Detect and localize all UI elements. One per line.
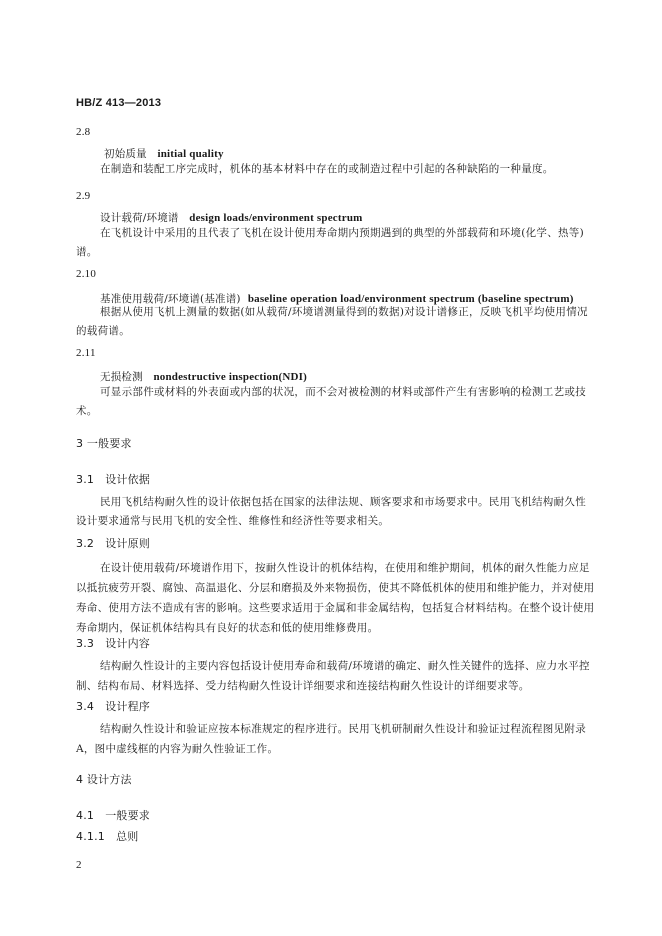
subsection-number: 3.2 [76,537,95,550]
term-definition: 根据从使用飞机上测量的数据(如从载荷/环境谱测量得到的数据)对设计谱修正，反映飞机平均使用情况的载荷谱。 [76,306,588,337]
subsection-heading [76,537,150,551]
term-number: 2.8 [76,126,91,138]
term-en: baseline operation load/environment spectrum (baseline spectrum) [247,293,574,305]
term-number: 2.11 [76,347,96,359]
subsection-title: 设计程序 [105,700,150,713]
term-zh: 初始质量 [104,148,147,160]
term-title [100,370,307,384]
term-en: initial quality [157,148,224,160]
subsection-heading [76,637,150,651]
term-title [104,147,224,161]
doc-code: HB/Z 413—2013 [76,97,162,109]
subsection-text: 结构耐久性设计的主要内容包括设计使用寿命和载荷/环境谱的确定、耐久性关键件的选择、应力水平控制、结构布局、材料选择、受力结构耐久性设计详细要求和连接结构耐久性设计的详细要求等。 [76,660,590,692]
subsection-number: 3.1 [76,473,95,486]
subsection-number: 3.4 [76,700,95,713]
subsection-number: 4.1.1 [76,830,105,843]
subsection-text: 民用飞机结构耐久性的设计依据包括在国家的法律法规、顾客要求和市场要求中。民用飞机结构耐久性设计要求通常与民用飞机的安全性、维修性和经济性等要求相关。 [76,496,586,527]
subsection-number: 3.3 [76,637,95,650]
subsection-heading [76,700,150,714]
subsection-heading [76,809,150,823]
section-heading: 3 一般要求 [76,437,132,450]
subsection-text: 在设计使用载荷/环境谱作用下，按耐久性设计的机体结构，在使用和维护期间，机体的耐久性能力应足以抵抗疲劳开裂、腐蚀、高温退化、分层和磨损及外来物损伤，使其不降低机体的使用和维护能力，并对使用寿命、使用方法不造成有害的影响。这些要求适用于金属和非金属结构，包括复合材料结构。在整个设计使用寿命期内，保证机体结构具有良好的状态和低的使用维修费用。 [76,562,595,634]
term-zh: 设计载荷/环境谱 [100,212,179,224]
term-number: 2.9 [76,190,91,202]
term-definition: 在制造和装配工序完成时，机体的基本材料中存在的或制造过程中引起的各种缺陷的一种量度。 [100,163,554,175]
subsection-heading [76,830,139,844]
subsection-title: 设计依据 [105,473,150,486]
subsection-heading [76,473,150,487]
section-heading: 4 设计方法 [76,773,132,786]
term-number: 2.10 [76,268,97,280]
subsection-title: 一般要求 [105,809,150,822]
subsection-text: 结构耐久性设计和验证应按本标准规定的程序进行。民用飞机研制耐久性设计和验证过程流程图见附录A，图中虚线框的内容为耐久性验证工作。 [76,723,586,755]
term-definition: 在飞机设计中采用的且代表了飞机在设计使用寿命期内预期遇到的典型的外部载荷和环境(化学、热等)谱。 [76,227,584,258]
term-definition: 可显示部件或材料的外表面或内部的状况，而不会对被检测的材料或部件产生有害影响的检测工艺或技术。 [76,386,586,417]
term-en: design loads/environment spectrum [189,212,363,224]
term-zh: 无损检测 [100,371,143,383]
subsection-title: 设计内容 [105,637,150,650]
subsection-title: 设计原则 [105,537,150,550]
subsection-title: 总则 [116,830,139,843]
term-title [100,211,363,225]
page-number: 2 [76,859,82,871]
term-en: nondestructive inspection(NDI) [153,371,308,383]
term-zh: 基准使用载荷/环境谱(基准谱) [100,293,241,305]
subsection-number: 4.1 [76,809,95,822]
